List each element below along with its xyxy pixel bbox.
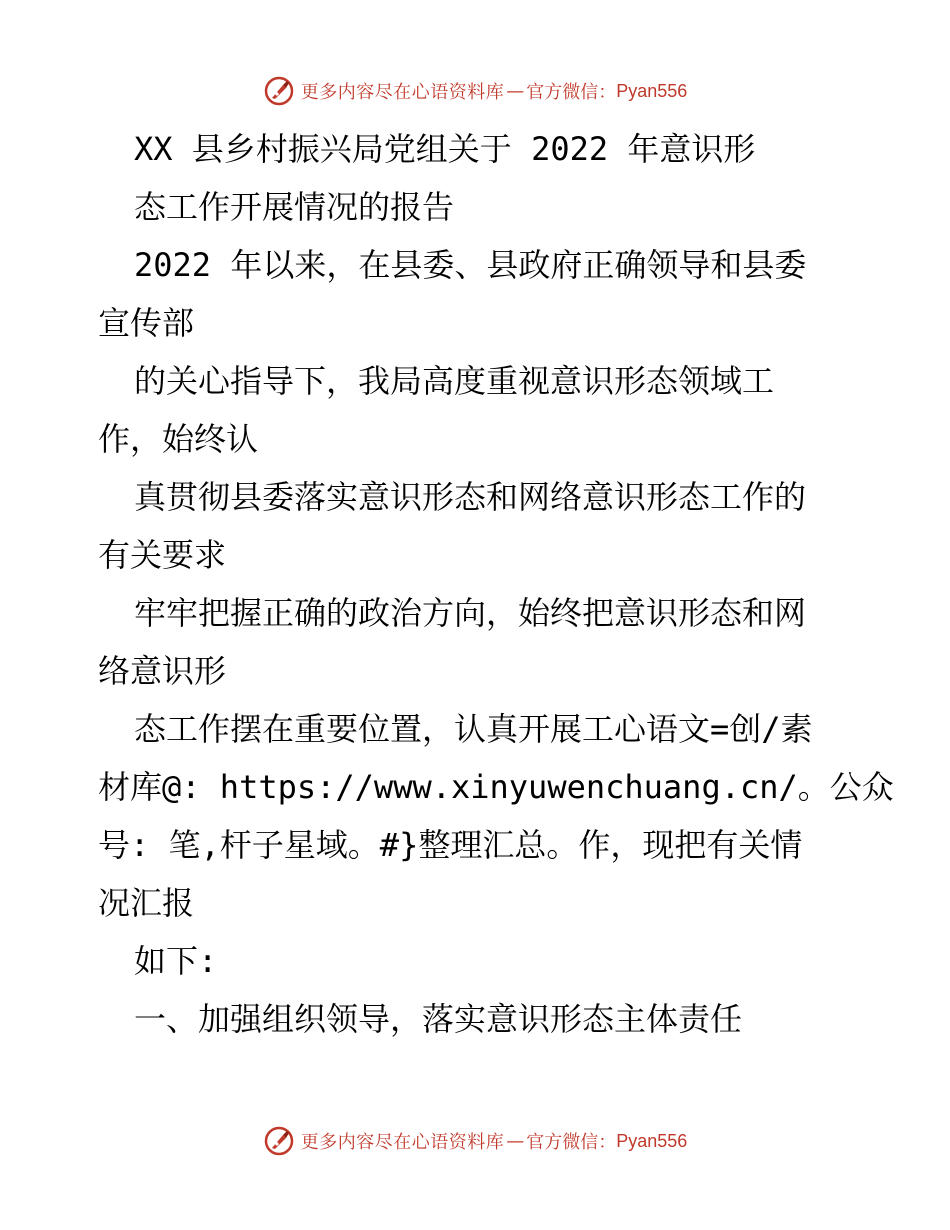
watermark-text: 更多内容尽在心语资料库 [300,1132,505,1153]
watermark-separator: — [506,1130,525,1152]
paragraph-line: 作，始终认 [98,420,259,458]
paragraph-line: 真贯彻县委落实意识形态和网络意识形态工作的 [134,478,807,516]
paragraph-line: 的关心指导下，我局高度重视意识形态领域工 [134,362,775,400]
watermark-banner-bottom [0,1121,950,1161]
paragraph-line: 有关要求 [98,536,227,574]
watermark-wechat-id: Pyan556 [616,1130,688,1151]
watermark-wechat-id: Pyan556 [616,80,688,101]
paragraph-line: 络意识形 [98,652,227,690]
watermark-separator: — [506,80,525,102]
paragraph-line: 态工作摆在重要位置，认真开展工心语文=创/素 [134,710,813,748]
paragraph-line: 宣传部 [98,304,195,342]
section-heading: 一、加强组织领导，落实意识形态主体责任 [134,1000,743,1038]
document-body [98,120,894,1048]
pen-nib-logo-icon [263,1125,295,1157]
paragraph-line: 如下: [134,942,218,980]
paragraph-line: 2022 年以来，在县委、县政府正确领导和县委 [134,246,807,284]
title-line-2: 态工作开展情况的报告 [134,188,455,226]
paragraph-line: 材库@: https://www.xinyuwenchuang.cn/。公众 [98,768,894,806]
pen-nib-logo-icon [263,75,295,107]
paragraph-line: 号: 笔,杆子星域。#}整理汇总。作，现把有关情 [98,826,803,864]
title-line-1: XX 县乡村振兴局党组关于 2022 年意识形 [134,130,756,168]
paragraph-line: 况汇报 [98,884,195,922]
paragraph-line: 牢牢把握正确的政治方向，始终把意识形态和网 [134,594,807,632]
watermark-text: 更多内容尽在心语资料库 [300,82,505,103]
watermark-banner-top [0,71,950,111]
watermark-wechat-label: 官方微信： [526,1132,617,1153]
watermark-wechat-label: 官方微信： [526,82,617,103]
